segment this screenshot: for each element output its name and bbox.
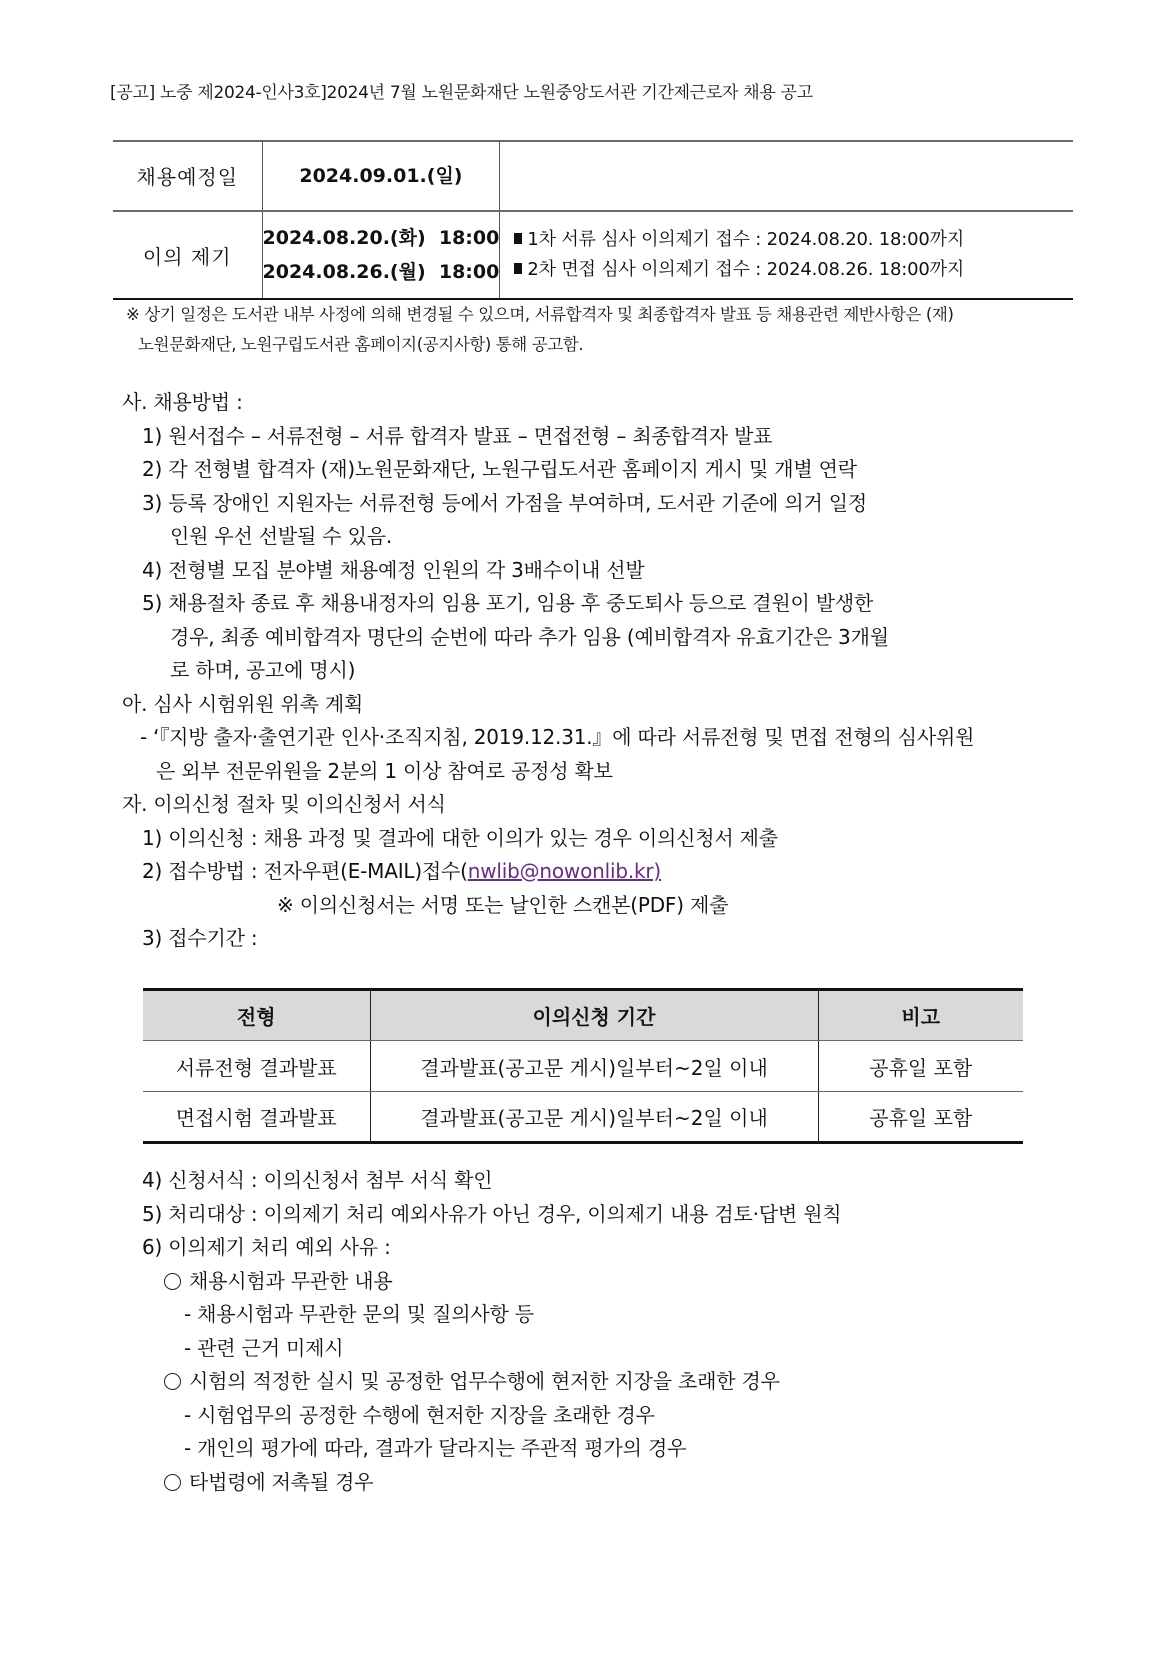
- submission-method-text: 2) 접수방법 : 전자우편(E-MAIL)접수(: [142, 859, 468, 883]
- schedule-note-text: 2차 면접 심사 이의제기 접수 : 2024.08.26. 18:00까지: [527, 259, 965, 280]
- list-item-continuation: 인원 우선 선발될 수 있음.: [170, 524, 392, 548]
- square-bullet-icon: [514, 263, 522, 274]
- schedule-date: 2024.08.20.(화) 18:00: [262, 227, 500, 249]
- section-heading-committee: 아. 심사 시험위원 위촉 계획: [122, 691, 364, 716]
- exception-item: [122, 1365, 1062, 1399]
- table-row: [143, 1041, 1023, 1092]
- exception-title: 채용시험과 무관한 내용: [189, 1268, 393, 1293]
- exception-title: 타법령에 저촉될 경우: [189, 1469, 374, 1494]
- circle-bullet-icon: [164, 1273, 181, 1290]
- schedule-note-empty: [500, 141, 1073, 211]
- section-heading-appeal: 자. 이의신청 절차 및 이의신청서 서식: [122, 792, 446, 816]
- schedule-date: 2024.09.01.(일): [262, 141, 500, 211]
- footnote-line: 노원문화재단, 노원구립도서관 홈페이지(공지사항) 통해 공고함.: [138, 335, 584, 354]
- exception-item: [122, 1466, 1062, 1500]
- circle-bullet-icon: [164, 1474, 181, 1491]
- list-item-continuation: 은 외부 전문위원을 2분의 1 이상 참여로 공정성 확보: [156, 758, 613, 783]
- submission-note: ※ 이의신청서는 서명 또는 날인한 스캔본(PDF) 제출: [277, 892, 729, 917]
- list-item: 6) 이의제기 처리 예외 사유 :: [142, 1235, 391, 1259]
- schedule-label: 이의 제기: [113, 211, 262, 299]
- list-item-continuation: 로 하며, 공고에 명시): [170, 658, 356, 682]
- table-row: [143, 1092, 1023, 1143]
- table-cell: 면접시험 결과발표: [143, 1092, 370, 1143]
- section-heading-hiring-method: 사. 채용방법 :: [122, 390, 243, 414]
- list-item: 2) 각 전형별 합격자 (재)노원문화재단, 노원구립도서관 홈페이지 게시 및 개별 연락: [142, 457, 857, 481]
- exception-subitem: - 채용시험과 무관한 문의 및 질의사항 등: [184, 1302, 534, 1326]
- exception-subitem: - 관련 근거 미제시: [184, 1335, 344, 1360]
- list-item: 3) 등록 장애인 지원자는 서류전형 등에서 가점을 부여하며, 도서관 기준에 의거 일정: [142, 490, 867, 515]
- table-header: 이의신청 기간: [370, 990, 818, 1041]
- list-item: 4) 전형별 모집 분야별 채용예정 인원의 각 3배수이내 선발: [142, 557, 645, 582]
- list-item-submission-method: [122, 855, 1062, 889]
- list-item: 4) 신청서식 : 이의신청서 첨부 서식 확인: [142, 1168, 493, 1192]
- table-cell: 결과발표(공고문 게시)일부터~2일 이내: [370, 1092, 818, 1143]
- schedule-label: 채용예정일: [113, 141, 262, 211]
- exception-item: [122, 1265, 1062, 1299]
- list-item: 5) 채용절차 종료 후 채용내정자의 임용 포기, 임용 후 중도퇴사 등으로 결원이 발생한: [142, 591, 874, 615]
- schedule-notes: [500, 211, 1073, 299]
- list-item: - ‘『지방 출자·출연기관 인사·조직지침, 2019.12.31.』에 따라 서류전형 및 면접 전형의 심사위원: [140, 725, 975, 749]
- schedule-note-text: 1차 서류 심사 이의제기 접수 : 2024.08.20. 18:00까지: [527, 229, 965, 250]
- schedule-footnote: [126, 300, 1086, 360]
- schedule-row-hire-date: [113, 141, 1073, 211]
- table-header: 비고: [818, 990, 1023, 1041]
- appeal-period-table: [143, 988, 1023, 1144]
- exception-subitem: - 시험업무의 공정한 수행에 현저한 지장을 초래한 경우: [184, 1402, 655, 1427]
- list-item: 3) 접수기간 :: [142, 926, 258, 950]
- schedule-dates: [262, 211, 500, 299]
- table-header: 전형: [143, 990, 370, 1041]
- list-item: 1) 원서접수 – 서류전형 – 서류 합격자 발표 – 면접전형 – 최종합격자 발표: [142, 423, 773, 448]
- schedule-note: [514, 225, 1073, 255]
- schedule-date: 2024.08.26.(월) 18:00: [262, 261, 500, 283]
- table-header-row: [143, 990, 1023, 1041]
- list-item: 5) 처리대상 : 이의제기 처리 예외사유가 아닌 경우, 이의제기 내용 검토·답변 원칙: [142, 1201, 842, 1226]
- table-cell: 공휴일 포함: [818, 1041, 1023, 1092]
- document-title: [공고] 노중 제2024-인사3호]2024년 7월 노원문화재단 노원중앙도서관 기간제근로자 채용 공고: [110, 83, 813, 103]
- square-bullet-icon: [514, 233, 522, 244]
- exception-subitem: - 개인의 평가에 따라, 결과가 달라지는 주관적 평가의 경우: [184, 1436, 687, 1460]
- email-link[interactable]: nwlib@nowonlib.kr): [467, 859, 661, 883]
- schedule-row-appeal: [113, 211, 1073, 299]
- table-cell: 결과발표(공고문 게시)일부터~2일 이내: [370, 1041, 818, 1092]
- table-cell: 서류전형 결과발표: [143, 1041, 370, 1092]
- list-item: 1) 이의신청 : 채용 과정 및 결과에 대한 이의가 있는 경우 이의신청서 제출: [142, 825, 778, 850]
- body-section-appeal-rules: [122, 1164, 1062, 1499]
- circle-bullet-icon: [164, 1373, 181, 1390]
- table-cell: 공휴일 포함: [818, 1092, 1023, 1143]
- schedule-table: [113, 141, 1073, 300]
- footnote-line: ※ 상기 일정은 도서관 내부 사정에 의해 변경될 수 있으며, 서류합격자 및 최종합격자 발표 등 채용관련 제반사항은 (재): [126, 305, 954, 324]
- schedule-note: [514, 255, 1073, 285]
- exception-title: 시험의 적정한 실시 및 공정한 업무수행에 현저한 지장을 초래한 경우: [189, 1369, 780, 1393]
- body-section-main: [122, 386, 1062, 956]
- list-item-continuation: 경우, 최종 예비합격자 명단의 순번에 따라 추가 임용 (예비합격자 유효기간은 3개월: [170, 624, 889, 649]
